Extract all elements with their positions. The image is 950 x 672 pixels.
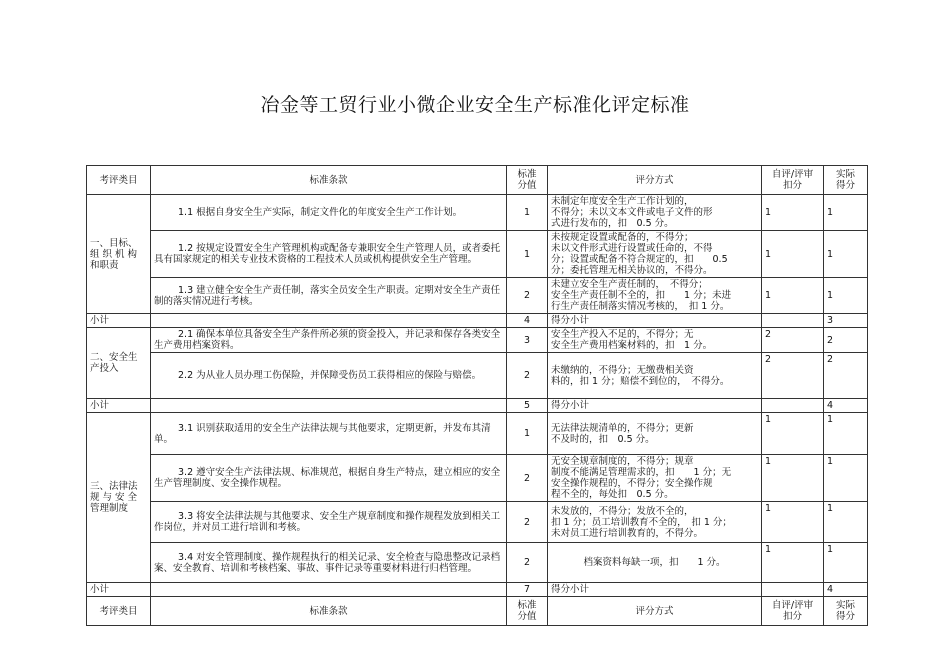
clause-cell: 1.1 根据自身安全生产实际，制定文件化的年度安全生产工作计划。 — [151, 195, 507, 231]
page-title: 冶金等工贸行业小微企业安全生产标准化评定标准 — [260, 94, 690, 116]
header-row — [87, 166, 868, 195]
score-cell: 2 — [507, 353, 548, 399]
method-cell: 安全生产投入不足的，不得分；无 安全生产费用档案材料的，扣 1 分。 — [548, 328, 762, 353]
table-row — [87, 455, 868, 502]
method-cell: 未制定年度安全生产工作计划的， 不得分；未以文本文件或电子文件的形 式进行发布的，扣 0.5 分。 — [548, 195, 762, 231]
actual-cell: 1 — [824, 502, 868, 543]
header-method: 评分方式 — [548, 597, 762, 626]
clause-cell: 1.3 建立健全安全生产责任制，落实全员安全生产职责。定期对安全生产责任制的落实情况进行考核。 — [151, 278, 507, 314]
subtotal-label: 小计 — [87, 314, 151, 328]
empty-cell — [762, 314, 824, 328]
clause-cell: 3.4 对安全管理制度、操作规程执行的相关记录、安全检查与隐患整改记录档案、安全教育、培训和考核档案、事故、事件记录等重要材料进行归档管理。 — [151, 543, 507, 583]
empty-cell — [151, 583, 507, 597]
score-cell: 2 — [507, 502, 548, 543]
score-cell: 2 — [507, 455, 548, 502]
deduct-cell: 1 — [762, 231, 824, 278]
subtotal-method: 得分小计 — [548, 314, 762, 328]
subtotal-method: 得分小计 — [548, 583, 762, 597]
deduct-cell: 1 — [762, 455, 824, 502]
table-row — [87, 328, 868, 353]
category-cell: 二、安全生 产投入 — [87, 328, 151, 399]
subtotal-actual: 4 — [824, 399, 868, 413]
subtotal-score: 7 — [507, 583, 548, 597]
method-cell: 未发放的，不得分；发放不全的， 扣 1 分；员工培训教育不全的， 扣 1 分； 未对员工进行培训教育的，不得分。 — [548, 502, 762, 543]
header-category: 考评类目 — [87, 166, 151, 195]
actual-cell: 1 — [824, 543, 868, 583]
score-cell: 1 — [507, 413, 548, 455]
empty-cell — [762, 583, 824, 597]
subtotal-actual: 4 — [824, 583, 868, 597]
deduct-cell: 1 — [762, 543, 824, 583]
subtotal-actual: 3 — [824, 314, 868, 328]
deduct-cell: 2 — [762, 328, 824, 353]
clause-cell: 2.2 为从业人员办理工伤保险，并保障受伤员工获得相应的保险与赔偿。 — [151, 353, 507, 399]
category-cell: 一、目标、 组 织 机 构 和职责 — [87, 195, 151, 314]
deduct-cell: 2 — [762, 353, 824, 399]
deduct-cell: 1 — [762, 278, 824, 314]
clause-cell: 3.2 遵守安全生产法律法规、标准规范，根据自身生产特点，建立相应的安全生产管理制度、安全操作规程。 — [151, 455, 507, 502]
deduct-cell: 1 — [762, 195, 824, 231]
actual-cell: 2 — [824, 353, 868, 399]
score-cell: 1 — [507, 195, 548, 231]
method-cell: 未按规定设置或配备的，不得分； 未以文件形式进行设置或任命的，不得 分；设置或配备不符合规定的，扣 0.5 分；委托管理无相关协议的，不得分。 — [548, 231, 762, 278]
actual-cell: 1 — [824, 278, 868, 314]
header-clause: 标准条款 — [151, 597, 507, 626]
actual-cell: 1 — [824, 231, 868, 278]
subtotal-row — [87, 583, 868, 597]
method-cell: 无法律法规清单的，不得分；更新 不及时的，扣 0.5 分。 — [548, 413, 762, 455]
header-actual: 实际 得分 — [824, 597, 868, 626]
score-cell: 1 — [507, 231, 548, 278]
table-row — [87, 231, 868, 278]
table-row — [87, 543, 868, 583]
clause-cell: 1.2 按规定设置安全生产管理机构或配备专兼职安全生产管理人员，或者委托具有国家规定的相关专业技术资格的工程技术人员或机构提供安全生产管理。 — [151, 231, 507, 278]
subtotal-row — [87, 314, 868, 328]
clause-cell: 3.3 将安全法律法规与其他要求、安全生产规章制度和操作规程发放到相关工作岗位，并对员工进行培训和考核。 — [151, 502, 507, 543]
method-cell: 档案资料每缺一项，扣 1 分。 — [548, 543, 762, 583]
score-cell: 2 — [507, 278, 548, 314]
subtotal-method: 得分小计 — [548, 399, 762, 413]
table-row — [87, 413, 868, 455]
header-clause: 标准条款 — [151, 166, 507, 195]
deduct-cell: 1 — [762, 502, 824, 543]
empty-cell — [151, 314, 507, 328]
evaluation-table — [86, 165, 868, 626]
header-actual: 实际 得分 — [824, 166, 868, 195]
header-row-repeat — [87, 597, 868, 626]
clause-cell: 2.1 确保本单位具备安全生产条件所必须的资金投入，并记录和保存各类安全生产费用档案资料。 — [151, 328, 507, 353]
deduct-cell: 1 — [762, 413, 824, 455]
table-row — [87, 278, 868, 314]
table-row — [87, 195, 868, 231]
header-category: 考评类目 — [87, 597, 151, 626]
method-cell: 未缴纳的，不得分；无缴费相关资 料的，扣 1 分；赔偿不到位的， 不得分。 — [548, 353, 762, 399]
actual-cell: 1 — [824, 455, 868, 502]
category-cell: 三、法律法 规 与 安 全 管理制度 — [87, 413, 151, 583]
table-row — [87, 353, 868, 399]
header-score: 标准 分值 — [507, 166, 548, 195]
empty-cell — [151, 399, 507, 413]
clause-cell: 3.1 识别获取适用的安全生产法律法规与其他要求，定期更新，并发布其清单。 — [151, 413, 507, 455]
subtotal-label: 小计 — [87, 583, 151, 597]
empty-cell — [762, 399, 824, 413]
header-deduct: 自评/评审 扣分 — [762, 166, 824, 195]
subtotal-label: 小计 — [87, 399, 151, 413]
actual-cell: 2 — [824, 328, 868, 353]
score-cell: 2 — [507, 543, 548, 583]
actual-cell: 1 — [824, 413, 868, 455]
subtotal-row — [87, 399, 868, 413]
header-deduct: 自评/评审 扣分 — [762, 597, 824, 626]
table-row — [87, 502, 868, 543]
header-method: 评分方式 — [548, 166, 762, 195]
score-cell: 3 — [507, 328, 548, 353]
method-cell: 无安全规章制度的，不得分；规章 制度不能满足管理需求的，扣 1 分；无 安全操作规程的，不得分；安全操作规 程不全的，每处扣 0.5 分。 — [548, 455, 762, 502]
method-cell: 未建立安全生产责任制的， 不得分； 安全生产责任制不全的，扣 1 分；未进 行生产责任制落实情况考核的， 扣 1 分。 — [548, 278, 762, 314]
actual-cell: 1 — [824, 195, 868, 231]
subtotal-score: 4 — [507, 314, 548, 328]
header-score: 标准 分值 — [507, 597, 548, 626]
subtotal-score: 5 — [507, 399, 548, 413]
